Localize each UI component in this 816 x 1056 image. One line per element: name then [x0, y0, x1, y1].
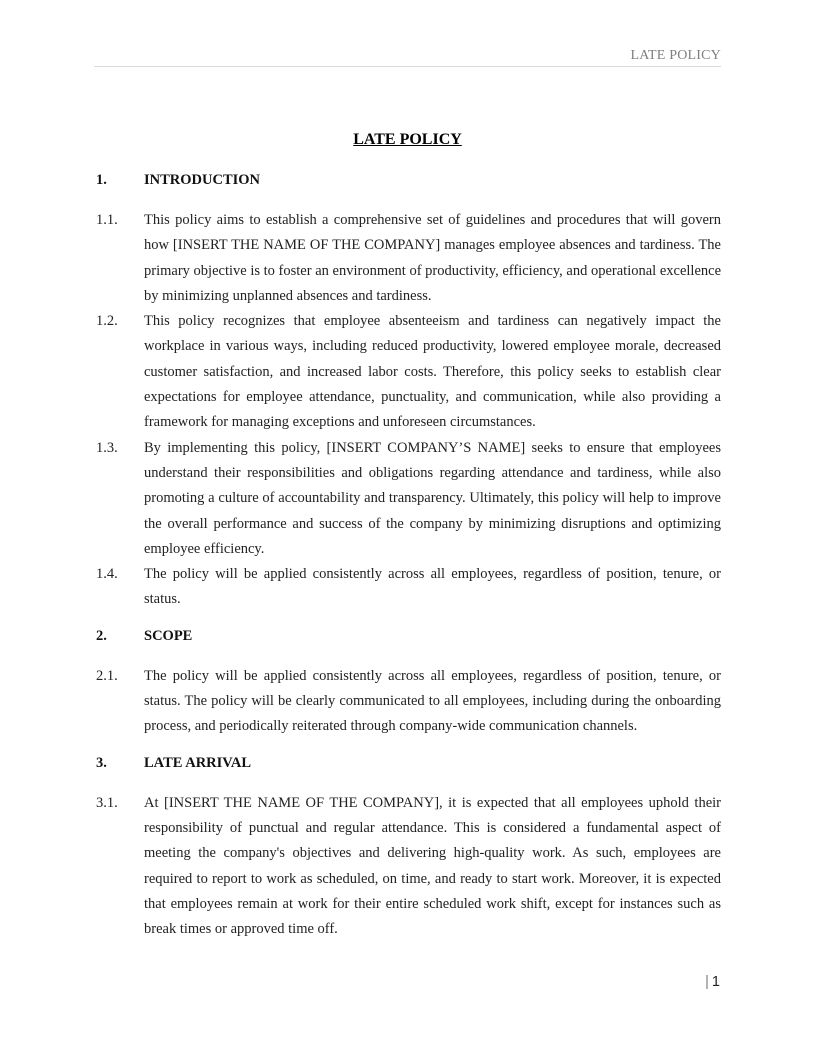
section-number: 1. — [96, 172, 107, 188]
page-number: 1 — [711, 974, 720, 990]
section-number: 3. — [96, 754, 107, 771]
clause-number: 2.1. — [96, 667, 118, 684]
section-title: LATE ARRIVAL — [144, 754, 252, 771]
clause-1-2 — [96, 309, 721, 435]
clause-text: The policy will be applied consistently across all employees, regardless of position, tenure, or status. The policy will be clearly communicated to all employees, including during the onboarding process, and periodically reiterated through company-wide communication channels. — [144, 667, 721, 735]
header-title: LATE POLICY — [630, 48, 721, 63]
section-heading-introduction — [96, 170, 721, 190]
clause-1-1 — [96, 208, 721, 309]
section-title: SCOPE — [144, 627, 193, 644]
section-heading-scope — [96, 626, 721, 646]
clause-number: 1.1. — [96, 212, 118, 228]
page-footer — [705, 973, 720, 991]
clause-number: 1.2. — [96, 313, 118, 330]
clause-1-3 — [96, 436, 721, 562]
clause-number: 1.4. — [96, 566, 118, 583]
clause-3-1 — [96, 791, 721, 943]
document-title: LATE POLICY — [353, 131, 462, 148]
clause-text: This policy recognizes that employee absenteeism and tardiness can negatively impact the workplace in various ways, including reduced productivity, lowered employee morale, decreased customer satisfaction, and increased labor costs. Therefore, this policy seeks to establish clear expectations for employee attendance, punctuality, and communication, while also providing a framework for managing exceptions and unforeseen circumstances. — [144, 313, 721, 431]
section-title: INTRODUCTION — [144, 172, 261, 188]
section-heading-late-arrival — [96, 753, 721, 773]
clause-text: By implementing this policy, [INSERT COMPANY’S NAME] seeks to ensure that employees understand their responsibilities and obligations regarding attendance and tardiness, while also promoting a culture of accountability and transparency. Ultimately, this policy will help to improve the overall performance and success of the company by minimizing disruptions and optimizing employee efficiency. — [144, 439, 721, 557]
clause-text: The policy will be applied consistently across all employees, regardless of position, tenure, or status. — [144, 566, 721, 608]
document-body — [96, 170, 721, 942]
clause-text: This policy aims to establish a comprehensive set of guidelines and procedures that will govern how [INSERT THE NAME OF THE COMPANY] manages employee absences and tardiness. The primary objective is to foster an environment of productivity, efficiency, and operational excellence by minimizing unplanned absences and tardiness. — [144, 212, 721, 304]
clause-2-1 — [96, 664, 721, 740]
page-header — [94, 48, 721, 67]
section-number: 2. — [96, 627, 107, 644]
clause-1-4 — [96, 562, 721, 613]
clause-text: At [INSERT THE NAME OF THE COMPANY], it is expected that all employees uphold their responsibility of punctual and regular attendance. This is considered a fundamental aspect of meeting the company's objectives and delivering high-quality work. As such, employees are required to report to work as scheduled, on time, and ready to start work. Moreover, it is expected that employees remain at work for their entire scheduled work shift, except for instances such as break times or approved time off. — [144, 794, 721, 938]
clause-number: 3.1. — [96, 794, 118, 811]
clause-number: 1.3. — [96, 439, 118, 456]
footer-separator: | — [705, 974, 709, 990]
